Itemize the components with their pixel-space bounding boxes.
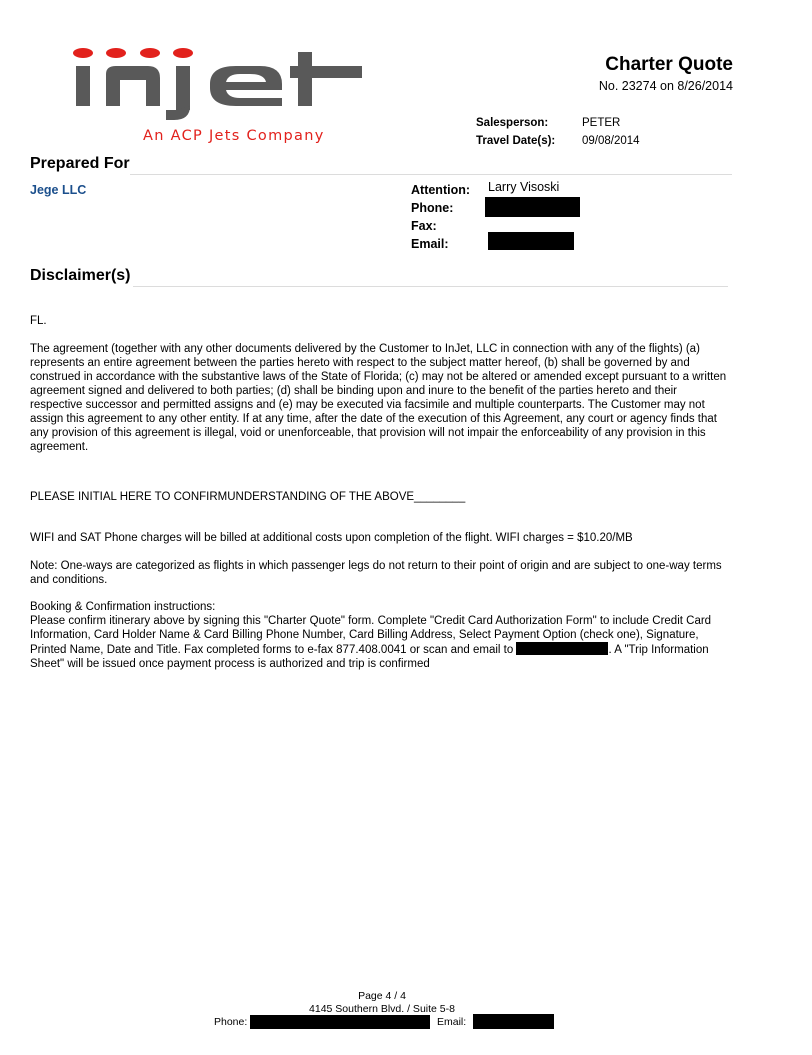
email-redaction xyxy=(488,232,574,250)
fax-label: Fax: xyxy=(411,219,437,233)
document-title: Charter Quote xyxy=(605,54,733,75)
prepared-for-heading: Prepared For xyxy=(30,155,130,172)
travel-dates-value: 09/08/2014 xyxy=(582,135,640,147)
travel-dates-label: Travel Date(s): xyxy=(476,135,556,147)
quote-number: No. 23274 on 8/26/2014 xyxy=(598,79,733,93)
one-way-note: Note: One-ways are categorized as flights in which passenger legs do not return to their point of origin and are subject to one-way terms and conditions. xyxy=(30,560,722,586)
attention-label: Attention: xyxy=(411,183,471,197)
footer-email-label: Email: xyxy=(437,1016,467,1028)
initial-line: PLEASE INITIAL HERE TO CONFIRMUNDERSTANDING OF THE ABOVE________ xyxy=(30,491,466,503)
disclaimer-state: FL. xyxy=(30,315,47,327)
salesperson-value: PETER xyxy=(582,117,621,129)
logo-tagline: An ACP Jets Company xyxy=(143,128,325,144)
booking-text-end: . A "Trip Information Sheet" will be issued once payment process is authorized and trip is confirmed xyxy=(30,644,709,670)
client-name: Jege LLC xyxy=(30,183,87,197)
attention-value: Larry Visoski xyxy=(488,180,560,194)
salesperson-label: Salesperson: xyxy=(476,117,549,129)
disclaimer-heading: Disclaimer(s) xyxy=(30,267,131,284)
footer-email-redaction xyxy=(473,1014,554,1029)
footer-phone-redaction xyxy=(250,1015,430,1029)
footer-phone-label: Phone: xyxy=(214,1016,248,1028)
booking-text-start: Please confirm itinerary above by signing this "Charter Quote" form. Complete "Credit Card Authorization Form" to include Credit Card Information, Card Holder Name & Card Billing Phone Number, Card Billing Address, Select Payment Option (check one), Signature, Printed Name, Date and Title. Fax completed forms to e-fax 877.408.0041 or scan and email to xyxy=(30,615,712,656)
booking-instructions xyxy=(30,614,730,671)
agreement-paragraph: The agreement (together with any other documents delivered by the Customer to InJet, LLC in connection with any of the flights) (a) represents an entire agreement between the parties hereto with respect to the subject matter hereof, (b) shall be governed by and construed in accordance with the substantive laws of the State of Florida; (c) may not be altered or amended except pursuant to a written agreement signed and delivered to both parties; (d) shall be binding upon and inure to the benefit of the parties hereto and their respective successor and permitted assigns and (e) may be executed via facsimile and multiple counterparts. The Customer may not assign this agreement to any other entity. If at any time, after the date of the execution of this Agreement, any court or agency finds that any provision of this agreement is illegal, void or unenforceable, that provision will not impair the enforceability of any provision in this agreement. xyxy=(30,343,727,453)
prepared-for-divider xyxy=(130,174,732,175)
footer-address: 4145 Southern Blvd. / Suite 5-8 xyxy=(309,1003,455,1015)
phone-label: Phone: xyxy=(411,201,454,215)
booking-title: Booking & Confirmation instructions: xyxy=(30,601,216,613)
phone-redaction xyxy=(485,197,580,217)
company-logo xyxy=(70,44,370,148)
booking-email-redaction xyxy=(516,642,608,655)
injet-wordmark-graphic xyxy=(70,44,370,124)
page-number: Page 4 / 4 xyxy=(358,990,406,1002)
wifi-charges: WIFI and SAT Phone charges will be billed at additional costs upon completion of the flight. WIFI charges = $10.20/MB xyxy=(30,532,633,544)
email-label: Email: xyxy=(411,237,449,251)
disclaimer-divider xyxy=(133,286,728,287)
